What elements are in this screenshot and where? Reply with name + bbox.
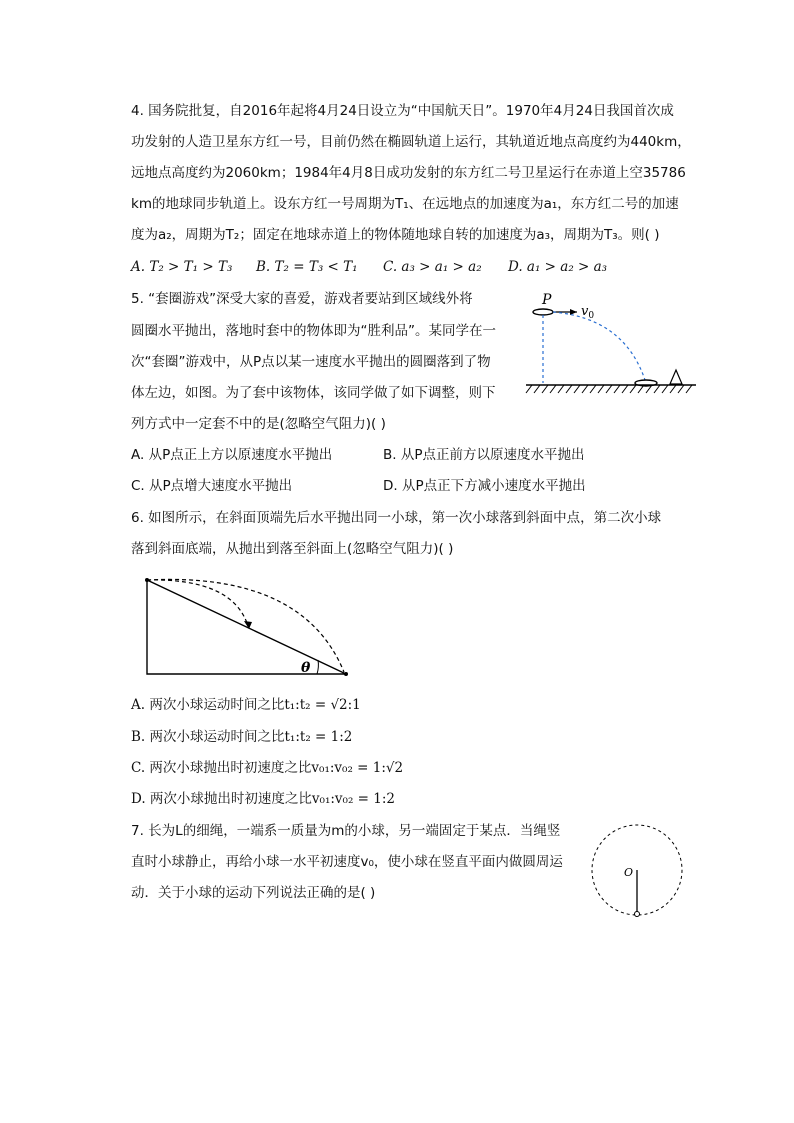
q4-line-5: 度为a₂，周期为T₂；固定在地球赤道上的物体随地球自转的加速度为a₃，周期为T₃。则( ) [131, 227, 660, 243]
trajectory-curve [553, 312, 645, 380]
q6-option-c[interactable]: C. 两次小球抛出时初速度之比v₀₁:v₀₂ = 1:√2 [131, 760, 404, 776]
angle-arc [317, 660, 318, 674]
incline-triangle [147, 580, 346, 674]
circular-motion-figure [590, 822, 690, 922]
point-o-label: O [624, 866, 634, 879]
q6-line-2: 落到斜面底端，从抛出到落至斜面上(忽略空气阻力)( ) [131, 541, 454, 557]
q4-option-d[interactable]: D. a₁ > a₂ > a₃ [508, 259, 608, 275]
ring-toss-figure [524, 288, 704, 400]
incline-figure [143, 576, 353, 678]
q5-option-d[interactable]: D. 从P点正下方减小速度水平抛出 [383, 478, 586, 494]
ball [635, 912, 640, 917]
point-p-label: P [542, 292, 552, 308]
q4-option-c[interactable]: C. a₃ > a₁ > a₂ [383, 259, 482, 275]
target-object [670, 370, 682, 384]
q5-line-2: 圆圈水平抛出，落地时套中的物体即为“胜利品”。某同学在一 [131, 323, 496, 339]
q6-option-d[interactable]: D. 两次小球抛出时初速度之比v₀₁:v₀₂ = 1:2 [131, 791, 395, 807]
q4-line-4: km的地球同步轨道上。设东方红一号周期为T₁、在远地点的加速度为a₁，东方红二号的加速 [131, 196, 679, 212]
q5-option-c[interactable]: C. 从P点增大速度水平抛出 [131, 478, 293, 494]
v0-label: $v_0$ [581, 304, 595, 321]
q4-option-a[interactable]: A. T₂ > T₁ > T₃ [131, 259, 233, 275]
q6-option-a[interactable]: A. 两次小球运动时间之比t₁:t₂ = √2:1 [131, 697, 361, 713]
q5-option-b[interactable]: B. 从P点正前方以原速度水平抛出 [383, 447, 585, 463]
q5-line-1: 5. “套圈游戏”深受大家的喜爱，游戏者要站到区域线外将 [131, 291, 473, 307]
q6-line-1: 6. 如图所示，在斜面顶端先后水平抛出同一小球，第一次小球落到斜面中点，第二次小球 [131, 510, 662, 526]
q7-line-3: 动．关于小球的运动下列说法正确的是( ) [131, 885, 376, 901]
q4-line-2: 功发射的人造卫星东方红一号，目前仍然在椭圆轨道上运行，其轨道近地点高度约为440km， [131, 134, 691, 150]
launch-point [145, 578, 149, 582]
landing-point [344, 672, 348, 676]
ground-hatching [526, 385, 692, 393]
q7-line-1: 7. 长为L的细绳，一端系一质量为m的小球，另一端固定于某点．当绳竖 [131, 823, 561, 839]
q5-line-3: 次“套圈”游戏中，从P点以某一速度水平抛出的圆圈落到了物 [131, 354, 491, 370]
q4-option-b[interactable]: B. T₂ = T₃ < T₁ [256, 259, 358, 275]
q4-line-1: 4. 国务院批复，自2016年起将4月24日设立为“中国航天日”。1970年4月24日我国首次成 [131, 103, 674, 119]
q7-line-2: 直时小球静止，再给小球一水平初速度v₀，使小球在竖直平面内做圆周运 [131, 854, 563, 870]
q6-option-b[interactable]: B. 两次小球运动时间之比t₁:t₂ = 1:2 [131, 729, 353, 745]
q5-option-a[interactable]: A. 从P点正上方以原速度水平抛出 [131, 447, 333, 463]
q4-line-3: 远地点高度约为2060km；1984年4月8日成功发射的东方红二号卫星运行在赤道上空35786 [131, 165, 686, 181]
q5-line-5: 列方式中一定套不中的是(忽略空气阻力)( ) [131, 416, 386, 432]
q5-line-4: 体左边，如图。为了套中该物体，该同学做了如下调整，则下 [131, 385, 496, 401]
theta-label: θ [301, 660, 311, 676]
ring-start [533, 309, 553, 315]
